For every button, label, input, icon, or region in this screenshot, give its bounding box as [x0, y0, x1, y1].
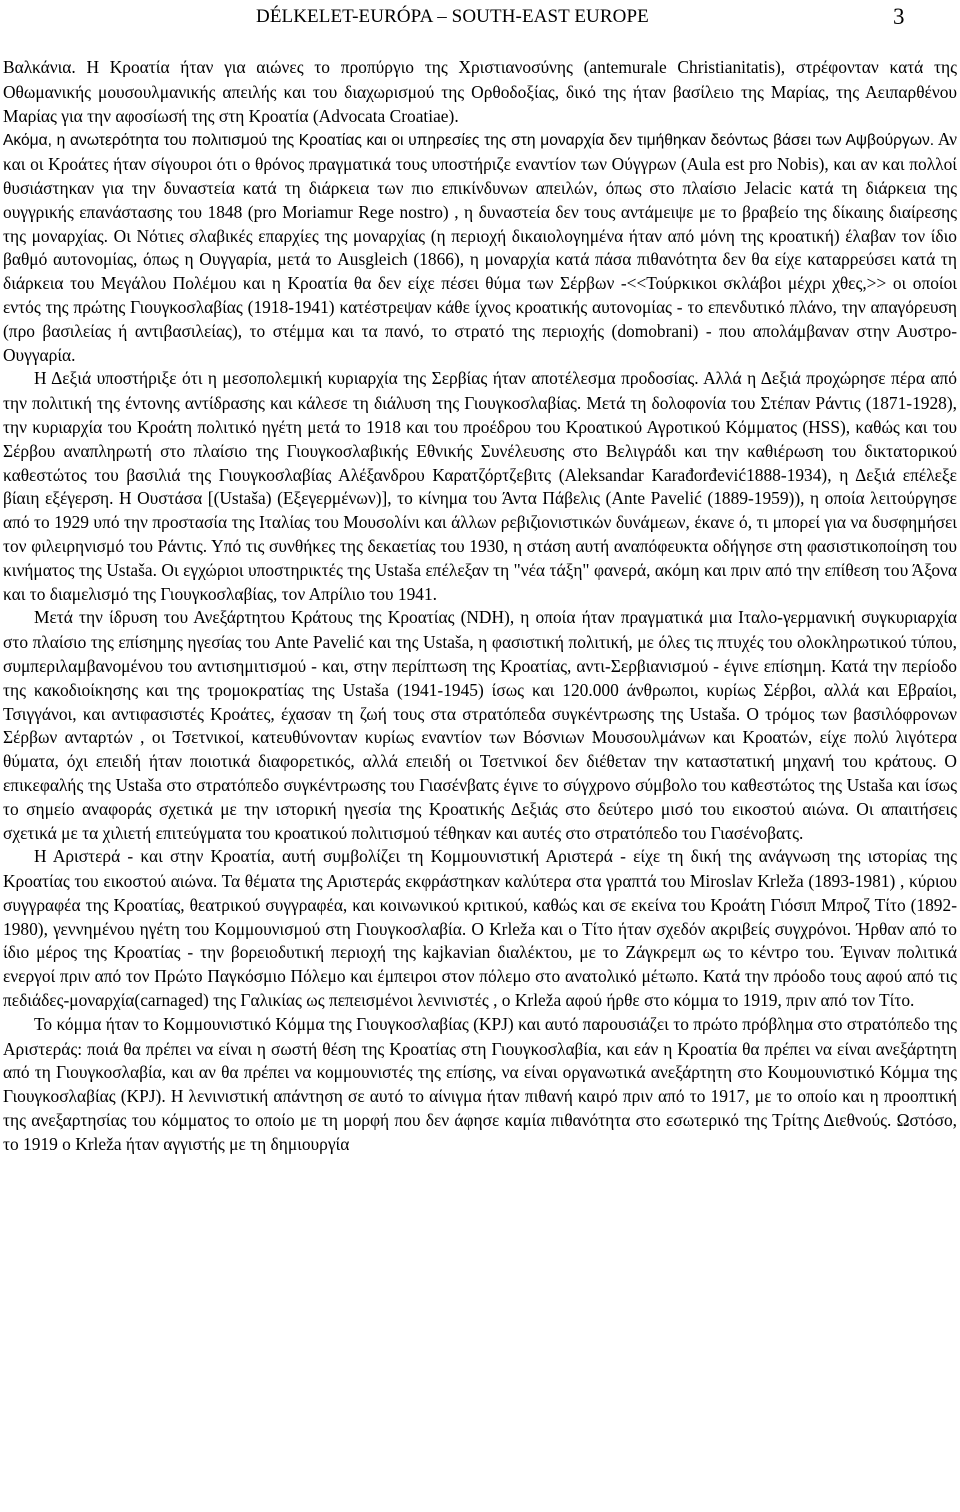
page-number: 3 [893, 4, 905, 29]
paragraph-1-text: Βαλκάνια. Η Κροατία ήταν για αιώνες το προπύργιο της Χριστιανοσύνης (antemurale Christianitatis), στρέφονταν κατά της Οθωμανικής μουσουλμανικής απειλής και του διαχωρισμού της Ορθοδοξίας, δικό της ήταν βασίλειο της Μαρίας, της Αειπαρθένου Μαρίας για την αφοσίωσή της στη Κροατία (Advocata Croatiae). [3, 57, 957, 126]
paragraph-5-text: Η Αριστερά - και στην Κροατία, αυτή συμβολίζει τη Κομμουνιστική Αριστερά - είχε τη δική της ανάγνωση της ιστορίας της Κροατίας του εικοστού αιώνα. Τα θέματα της Αριστεράς εκφράστηκαν καλύτερα στα γραπτά του Miroslav Krleža (1893-1981) , κύριου συγγραφέα της Κροατίας, θεατρικού συγγραφέα, και κοινωνικού κριτικού, καθώς και σε εκείνα του Κροάτη Γιόσιπ Μπροζ Τίτο (1892-1980), γεννημένου ηγέτη του Κομμουνισμού στη Γιουγκοσλαβία. Ο Krleža και ο Τίτο ήταν σχεδόν ακριβείς συγχρόνοι. Ήρθαν από το ίδιο μέρος της Κροατίας - την βορειοδυτική περιοχή της kajkavian διαλέκτου, με το Ζάγκρεμπ ως το κέντρο του. Έγιναν πολιτικά ενεργοί πριν από τον Πρώτο Παγκόσμιο Πόλεμο και έμπειροι στον πόλεμο στο ανατολικό μέτωπο. Κατά την πρόοδο τους αφού από τις πεδιάδες-μοναρχία(carnaged) της Γαλικίας ως πεπεισμένοι λενινιστές , ο Krleža αφού ήρθε στο κόμμα το 1919, πριν από τον Τίτο. [3, 846, 957, 1011]
paragraph-4-text: Μετά την ίδρυση του Ανεξάρτητου Κράτους της Κροατίας (NDH), η οποία ήταν πραγματικά μια Ιταλο-γερμανική συγκυριαρχία στο πλαίσιο της επίσημης ηγεσίας του Ante Pavelić και της Ustaša, η φασιστική πολιτική, με όλες τις πτυχές του ολοκληρωτικού τύπου, συμπεριλαμβανομένου του αντισημιτισμού - και, στην περίπτωση της Κροατίας, αντι-Σερβιανισμού - έγινε επίσημη. Κατά την περίοδο της κακοδιοίκησης και της τρομοκρατίας της Ustaša (1941-1945) ίσως και 120.000 άνθρωποι, κυρίως Σέρβοι, αλλά και Εβραίοι, Τσιγγάνοι, και αντιφασιστές Κροάτες, έχασαν τη ζωή τους στα στρατόπεδα συγκέντρωσης της Ustaša. Ο τρόμος των βασιλόφρονων Σέρβων ανταρτών , οι Τσετνικοί, κατευθύνονταν κυρίως εναντίον των Βόσνιων Μουσουλμάνων και Κροατών, είχε πολύ λιγότερα θύματα, όχι επειδή ήταν ποιοτικά διαφορετικός, αλλά επειδή οι Τσετνικοί δεν διέθεταν την καταστατική μηχανή του κράτους. Ο επικεφαλής της Ustaša στο στρατόπεδο συγκέντρωσης του Γιασένβατς έγινε το σύγχρονο σύμβολο του καθεστώτος της Ustaša και ίσως το σημείο αναφοράς σχετικά με την ιστορική ηγεσία της Κροατικής Δεξιάς στο δεύτερο μισό του εικοστού αιώνα. Οι απαιτήσεις σχετικά με τα χιλιετή επιτεύγματα του κροατικού πολιτισμού τέθηκαν και αυτές στο στρατόπεδο του Γιασένοβατς. [3, 607, 957, 843]
paragraph-6-text: Το κόμμα ήταν το Κομμουνιστικό Κόμμα της Γιουγκοσλαβίας (KPJ) και αυτό παρουσιάζει το πρώτο πρόβλημα στο στρατόπεδο της Αριστεράς: ποιά θα πρέπει να είναι η σωστή θέση της Κροατίας στη Γιουγκοσλαβία, και εάν η Κροατία θα πρέπει να είναι ανεξάρτητη από τη Γιουγκοσλαβία, και αν θα πρέπει να κομμουνιστές της επίσης, να είναι οργανωτικά ανεξάρτητη στο Κουμουνιστικό Κόμμα της Γιουγκοσλαβίας (KPJ). Η λενινιστική απάντηση σε αυτό το αίνιγμα ήταν πιθανή καιρό πριν από το 1917, με το οποίο και η προοπτική της ανεξαρτησίας του κόμματος το οποίο με τη μορφή που δεν άφησε καμία πιθανότητα στο εσωτερικό της Τρίτης Διεθνούς. Ωστόσο, το 1919 ο Krleža ήταν αγγιστής με τη δημιουργία [3, 1013, 957, 1154]
page-header [0, 4, 960, 34]
paragraph-2-sans-run: Ακόμα, η ανωτερότητα του πολιτισμού της Κροατίας και οι υπηρεσίες της στη μοναρχία δεν τιμήθηκαν δεόντως βάσει των Αψβούργων. [3, 132, 935, 150]
paragraph-1 [3, 56, 957, 128]
paragraph-5 [3, 845, 957, 1013]
running-header-title: DÉLKELET-EURÓPA – SOUTH-EAST EUROPE [256, 6, 649, 27]
paragraph-3-text: Η Δεξιά υποστήριξε ότι η μεσοπολεμική κυριαρχία της Σερβίας ήταν αποτέλεσμα προδοσίας. Αλλά η Δεξιά προχώρησε πέρα από την πολιτική της έντονης αντίδρασης και κάλεσε τη διάλυση της Γιουγκοσλαβίας. Μετά τη δολοφονία του Στέπαν Ράντις (1871-1928), την κυριαρχία του Κροάτη πολιτικό ηγέτη μετά το 1918 και του προέδρου του Κροατικού Αγροτικού Κόμματος (HSS), καθώς και του Σέρβου αναπληρωτή στο πλαίσιο της Γιουγκοσλαβικής Εθνικής Συνέλευσης στο Βελιγράδι και την καθιέρωση του δικτατορικού καθεστώτος του βασιλιά της Γιουγκοσλαβίας Αλέξανδρου Καρατζόρτζεβιτς (Aleksandar Karađorđević1888-1934), η Δεξιά επέλεξε βίαιη εξέγερση. Η Ουστάσα [(Ustaša) (Εξεγερμένων)], το κίνημα του Άντα Πάβελις (Ante Pavelić (1889-1959)), η οποία λειτούργησε από το 1929 υπό την προστασία της Ιταλίας του Μουσολίνι και άλλων ρεβιζιονιστικών δυνάμεων, έκανε ό, τι μπορεί για να δυσφημήσει τον φιλειρηνισμό του Ράντις. Υπό τις συνθήκες της δεκαετίας του 1930, η στάση αυτή αναπόφευκτα οδήγησε στη φασιστικοποίηση του κινήματος της Ustaša. Οι εγχώριοι υποστηρικτές της Ustaša επέλεξαν τη "νέα τάξη" φανερά, ακόμη και πριν από την επίθεση του Άξονα και το διαμελισμό της Γιουγκοσλαβίας, τον Απρίλιο του 1941. [3, 368, 957, 604]
paragraph-2-text: Αν και οι Κροάτες ήταν σίγουροι ότι ο θρόνος πραγματικά τους υποστήριζε εναντίον των Ούγγρων (Aula est pro Nobis), και αν και πολλοί θυσιάστηκαν για την δυναστεία κατά τη διάρκεια των πιο επικίνδυνων απειλών, όπως στο πλαίσιο Jelacic κατά τη διάρκεια της ουγγρικής επανάστασης του 1848 (pro Moriamur Rege nostro) , η δυναστεία δεν τους αντάμειψε με το βραβείο της δίκαιης διαίρεσης της μοναρχίας. Οι Νότιες σλαβικές επαρχίες της μοναρχίας (η περιοχή δικαιολογημένα ήταν από μόνη της κροατική) έλαβαν τον ίδιο βαθμό αυτονομίας, όπως η Ουγγαρία, μετά το Ausgleich (1866), η μοναρχία κατά πάσα πιθανότητα δεν θα είχε καταρρεύσει κατά τη διάρκεια του Μεγάλου Πολέμου και η Κροατία θα δεν είχε πέσει θύμα των Σέρβων -<<Τούρκικοι σκλάβοι μέχρι χθες,>> οι οποίοι εντός της πρώτης Γιουγκοσλαβίας (1918-1941) κατέστρεψαν κάθε ίχνος κροατικής αυτονομίας - το επενδυτικό πλάνο, την απαγόρευση (προ βασιλείας ή αντιβασιλείας), το στέμμα και τα πανό, το στρατό της περιοχής (domobrani) - που απολάμβαναν στην Αυστρο-Ουγγαρία. [3, 129, 957, 365]
paragraph-3 [3, 367, 957, 606]
paragraph-2 [3, 128, 957, 367]
document-body [3, 56, 957, 1157]
paragraph-4 [3, 606, 957, 845]
paragraph-6 [3, 1013, 957, 1157]
